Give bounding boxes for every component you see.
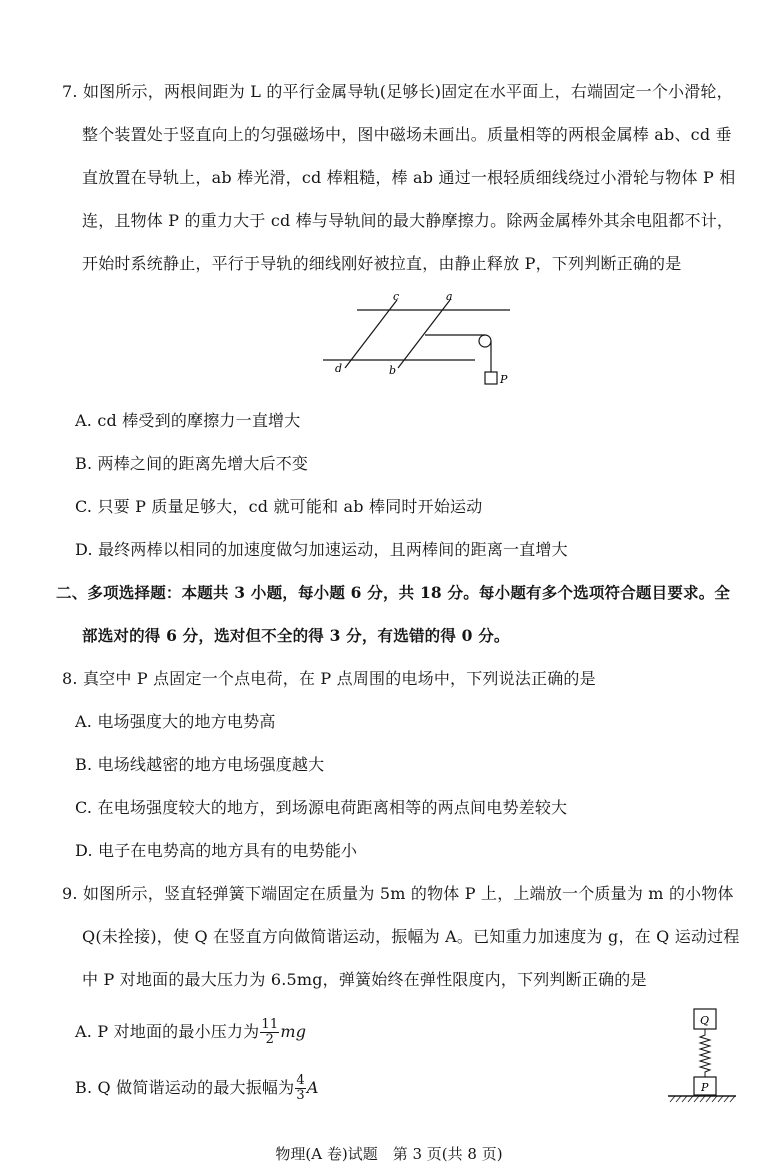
fraction-numerator: 4: [296, 1073, 305, 1088]
q9-option-b-suffix: A: [306, 1078, 319, 1097]
q7-option-b: B. 两棒之间的距离先增大后不变: [75, 454, 309, 473]
block-p-icon: [485, 372, 497, 384]
fraction-numerator: 11: [261, 1017, 279, 1032]
q7-option-a: A. cd 棒受到的摩擦力一直增大: [75, 411, 301, 430]
q9-option-b-prefix: B. Q 做简谐运动的最大振幅为: [75, 1078, 295, 1097]
label-p: P: [701, 1081, 709, 1094]
q9-stem-line-2: Q(未拴接)，使 Q 在竖直方向做简谐运动，振幅为 A。已知重力加速度为 g，在 Q 运动过程: [82, 927, 740, 946]
fraction-11-2: [260, 1018, 279, 1047]
rails-figure: [315, 288, 535, 398]
label-d: d: [335, 362, 343, 375]
q9-stem-line-1: 9. 如图所示，竖直轻弹簧下端固定在质量为 5m 的物体 P 上，上端放一个质量为 m 的小物体: [62, 884, 734, 903]
ground-hatching: [670, 1096, 735, 1102]
label-q: Q: [700, 1014, 710, 1027]
q9-option-a: [75, 1014, 306, 1050]
q8-option-b: B. 电场线越密的地方电场强度越大: [75, 755, 325, 774]
q7-stem-line-4: 连，且物体 P 的重力大于 cd 棒与导轨间的最大静摩擦力。除两金属棒外其余电阻都不计，: [82, 211, 734, 230]
fraction-4-3: [295, 1074, 305, 1103]
label-b: b: [389, 364, 397, 377]
q8-stem: 8. 真空中 P 点固定一个点电荷，在 P 点周围的电场中，下列说法正确的是: [62, 669, 596, 688]
q8-option-a: A. 电场强度大的地方电势高: [75, 712, 276, 731]
q9-option-a-suffix: mg: [280, 1022, 307, 1041]
q7-stem-line-1: 7. 如图所示，两根间距为 L 的平行金属导轨(足够长)固定在水平面上，右端固定一个小滑轮，: [62, 82, 733, 101]
q7-option-c: C. 只要 P 质量足够大，cd 就可能和 ab 棒同时开始运动: [75, 497, 483, 516]
label-p: P: [500, 373, 508, 386]
q7-stem-line-3: 直放置在导轨上，ab 棒光滑，cd 棒粗糙，棒 ab 通过一根轻质细线绕过小滑轮与物体 P 相: [82, 168, 736, 187]
q7-option-d: D. 最终两棒以相同的加速度做匀加速运动，且两棒间的距离一直增大: [75, 540, 568, 559]
spring-icon: [700, 1029, 710, 1077]
q8-option-c: C. 在电场强度较大的地方，到场源电荷距离相等的两点间电势差较大: [75, 798, 568, 817]
q9-option-a-prefix: A. P 对地面的最小压力为: [75, 1022, 260, 1041]
section-2-heading: 二、多项选择题：本题共 3 小题，每小题 6 分，共 18 分。每小题有多个选项符合题目要求。全: [56, 583, 731, 602]
section-2-heading-cont: 部选对的得 6 分，选对但不全的得 3 分，有选错的得 0 分。: [82, 626, 510, 645]
q7-stem-line-2: 整个装置处于竖直向上的匀强磁场中，图中磁场未画出。质量相等的两根金属棒 ab、cd 垂: [82, 125, 732, 144]
spring-figure: [662, 1005, 742, 1105]
q7-stem-line-5: 开始时系统静止，平行于导轨的细线刚好被拉直，由静止释放 P，下列判断正确的是: [82, 254, 682, 273]
q8-option-d: D. 电子在电势高的地方具有的电势能小: [75, 841, 358, 860]
fraction-denominator: 3: [296, 1088, 305, 1103]
label-c: c: [393, 290, 400, 303]
label-a: a: [446, 290, 453, 303]
page-footer: 物理(A 卷)试题 第 3 页(共 8 页): [275, 1145, 503, 1163]
fraction-denominator: 2: [265, 1032, 275, 1047]
q9-option-b: [75, 1070, 319, 1106]
q9-stem-line-3: 中 P 对地面的最大压力为 6.5mg，弹簧始终在弹性限度内，下列判断正确的是: [82, 970, 647, 989]
pulley-icon: [479, 335, 491, 347]
